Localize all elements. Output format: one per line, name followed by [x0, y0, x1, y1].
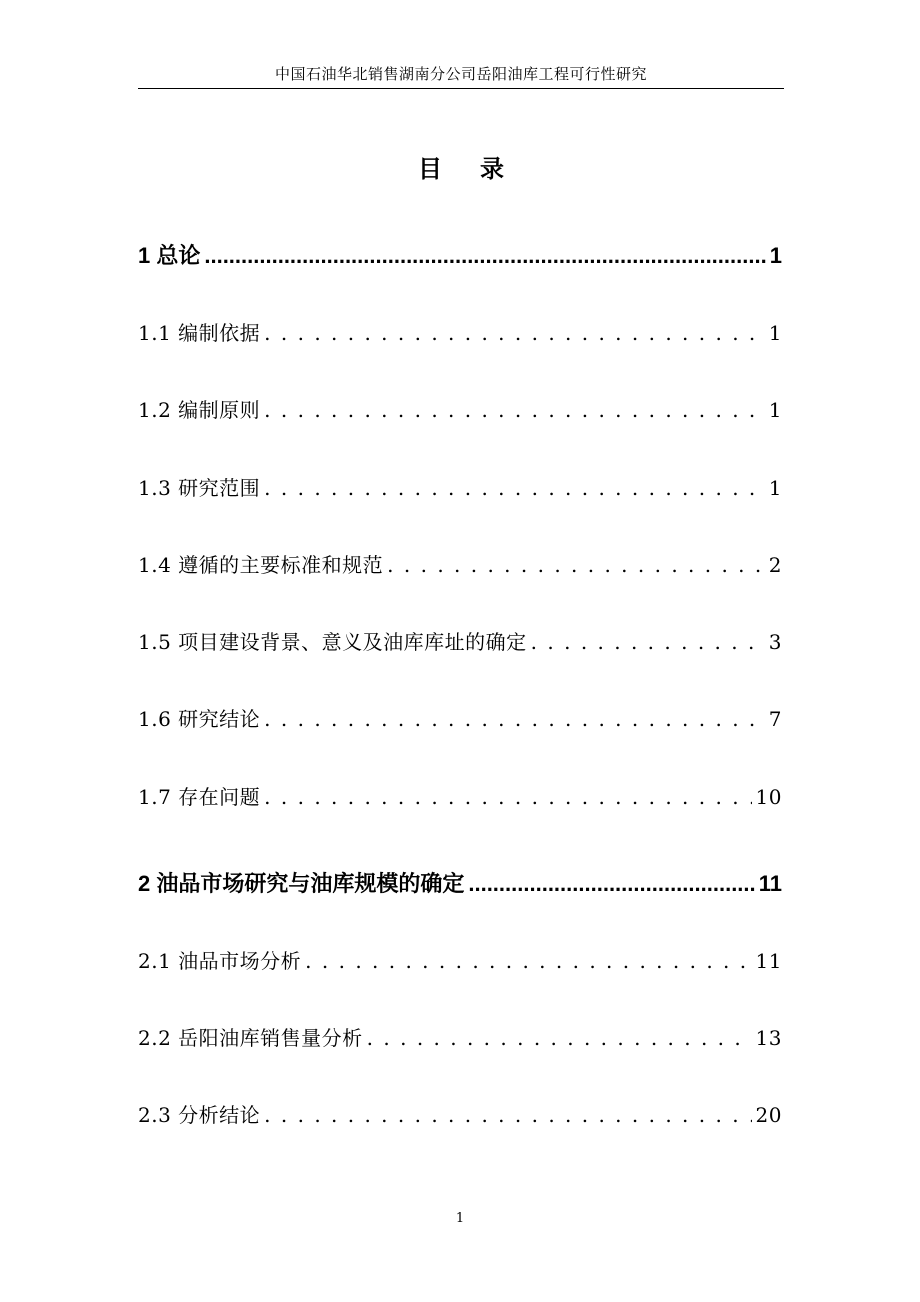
toc-entry-page: 13 — [755, 1026, 782, 1050]
toc-entry-1-2[interactable] — [138, 392, 782, 428]
toc-title-char-2: 录 — [480, 155, 504, 183]
toc-dot-leader — [264, 315, 765, 351]
toc-dot-leader — [468, 864, 754, 904]
toc-entry-1-5[interactable] — [138, 624, 782, 660]
toc-entry-label: 1.1 编制依据 — [138, 321, 261, 345]
toc-entry-1-7[interactable] — [138, 779, 782, 815]
toc-dot-leader — [264, 779, 751, 815]
toc-entry-label: 1.6 研究结论 — [138, 707, 261, 731]
toc-entry-page: 1 — [769, 243, 782, 268]
toc-dot-leader — [387, 547, 765, 583]
toc-entry-label: 2.2 岳阳油库销售量分析 — [138, 1026, 363, 1050]
toc-entry-1-6[interactable] — [138, 701, 782, 737]
toc-entry-label: 2.3 分析结论 — [138, 1103, 261, 1127]
toc-entry-2-2[interactable] — [138, 1020, 782, 1056]
toc-entry-page: 7 — [768, 707, 782, 731]
toc-entry-1-3[interactable] — [138, 470, 782, 506]
toc-entry-label: 1.2 编制原则 — [138, 398, 261, 422]
toc-entry-page: 11 — [755, 949, 782, 973]
toc-entry-page: 10 — [755, 785, 782, 809]
toc-entry-2-3[interactable] — [138, 1097, 782, 1133]
toc-entry-2[interactable] — [138, 864, 782, 904]
toc-entry-page: 1 — [768, 321, 782, 345]
running-header: 中国石油华北销售湖南分公司岳阳油库工程可行性研究 — [274, 65, 647, 83]
toc-dot-leader — [264, 1097, 751, 1133]
toc-entry-1-1[interactable] — [138, 315, 782, 351]
toc-entry-page: 1 — [768, 398, 782, 422]
toc-dot-leader — [264, 392, 765, 428]
toc-entry-page: 1 — [768, 476, 782, 500]
page-number: 1 — [455, 1211, 465, 1226]
toc-entry-label: 1.4 遵循的主要标准和规范 — [138, 553, 384, 577]
toc-dot-leader — [305, 943, 751, 979]
toc-dot-leader — [204, 236, 765, 276]
toc-entry-label: 1.5 项目建设背景、意义及油库库址的确定 — [138, 630, 527, 654]
table-of-contents — [138, 0, 782, 1302]
toc-entry-1-4[interactable] — [138, 547, 782, 583]
toc-title-char-1: 目 — [418, 155, 442, 183]
toc-entry-page: 20 — [755, 1103, 782, 1127]
toc-entry-label: 1.3 研究范围 — [138, 476, 261, 500]
toc-dot-leader — [531, 624, 765, 660]
toc-entry-label: 1.7 存在问题 — [138, 785, 261, 809]
toc-entry-page: 11 — [758, 871, 782, 896]
toc-dot-leader — [264, 470, 765, 506]
toc-entry-label: 2.1 油品市场分析 — [138, 949, 302, 973]
toc-entry-page: 3 — [768, 630, 782, 654]
toc-entry-1[interactable] — [138, 236, 782, 276]
toc-entry-label: 2 油品市场研究与油库规模的确定 — [138, 871, 465, 896]
toc-entry-page: 2 — [768, 553, 782, 577]
toc-dot-leader — [367, 1020, 752, 1056]
toc-entry-label: 1 总论 — [138, 243, 201, 268]
toc-entry-2-1[interactable] — [138, 943, 782, 979]
toc-dot-leader — [264, 701, 765, 737]
